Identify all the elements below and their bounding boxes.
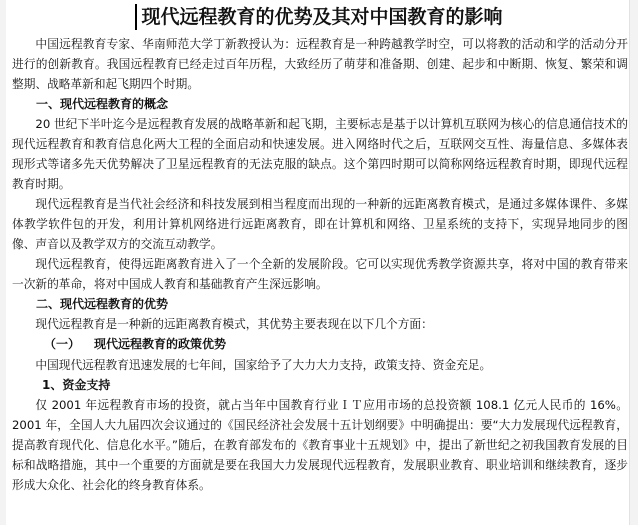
section2-paragraph-2: 中国现代远程教育迅速发展的七年间，国家给予了大力大力支持，政策支持、资金充足。 (35, 358, 492, 372)
section1-heading: 一、现代远程教育的概念 (36, 97, 169, 111)
document-title[interactable] (135, 3, 502, 31)
section2-paragraph-3: 仅 2001 年远程教育市场的投资，就占当年中国教育行业ＩＴ应用市场的总投资额 108.1 亿元人民币的 16%。2001 年，全国人大九届四次会议通过的《国民经济社会发展十五计划纲要》中明确提出：要“大力发展现代远程教育，提高教育现代化、信息化水平。”随后，在教育部发布的《教育事业十五规划》中，提出了新世纪之初我国教育发展的目标和战略措施，其中一个重要的方面就是要在我国大力发展现代远程教育，发展职业教育、职业培训和继续教育，逐步形成大众化、社会化的终身教育体系。 (12, 398, 628, 492)
subsection-number: （一） (44, 337, 81, 351)
title-area (0, 3, 638, 31)
section1-paragraph-2: 现代远程教育是当代社会经济和科技发展到相当程度而出现的一种新的远距离教育模式，是通过多媒体课件、多媒体教学软件包的开发，利用计算机网络进行远距离教育，即在计算机和网络、卫星系统的支持下，实现异地同步的图像、声音以及教学双方的交流互动教学。 (12, 197, 628, 251)
section1-paragraph-3: 现代远程教育，使得远距离教育进入了一个全新的发展阶段。它可以实现优秀教学资源共享，将对中国的教育带来一次新的革命，将对中国成人教育和基础教育产生深远影响。 (12, 257, 628, 291)
document-body[interactable] (12, 34, 628, 495)
section2-heading: 二、现代远程教育的优势 (36, 297, 169, 311)
subsection-heading (12, 334, 628, 355)
section1-paragraph-1: 20 世纪下半叶迄今是远程教育发展的战略革新和起飞期，主要标志是基于以计算机互联网为核心的信息通信技术的现代远程教育和教育信息化两大工程的全面启动和快速发展。进入网络时代之后，互联网交互性、海量信息、多媒体表现形式等诸多先天优势解决了卫星远程教育的无法克服的缺点。这个第四时期可以简称网络远程教育时期，即现代远程教育时期。 (12, 117, 628, 191)
text-cursor (135, 4, 137, 30)
subsection-title: 现代远程教育的政策优势 (94, 337, 227, 351)
section2-paragraph-1: 现代远程教育是一种新的远距离教育模式，其优势主要表现在以下几个方面： (35, 317, 433, 331)
document-title-text: 现代远程教育的优势及其对中国教育的影响 (141, 6, 503, 28)
intro-paragraph: 中国远程教育专家、华南师范大学丁新教授认为：远程教育是一种跨越教学时空，可以将教的活动和学的活动分开进行的创新教育。我国远程教育已经走过百年历程，大致经历了萌芽和准备期、创建、起步和中断期、恢复、繁荣和调整期、战略革新和起飞期四个时期。 (12, 37, 628, 91)
scrollbar[interactable] (629, 0, 638, 525)
item-heading-funding: 1、资金支持 (42, 378, 111, 392)
left-margin-strip (0, 0, 6, 525)
